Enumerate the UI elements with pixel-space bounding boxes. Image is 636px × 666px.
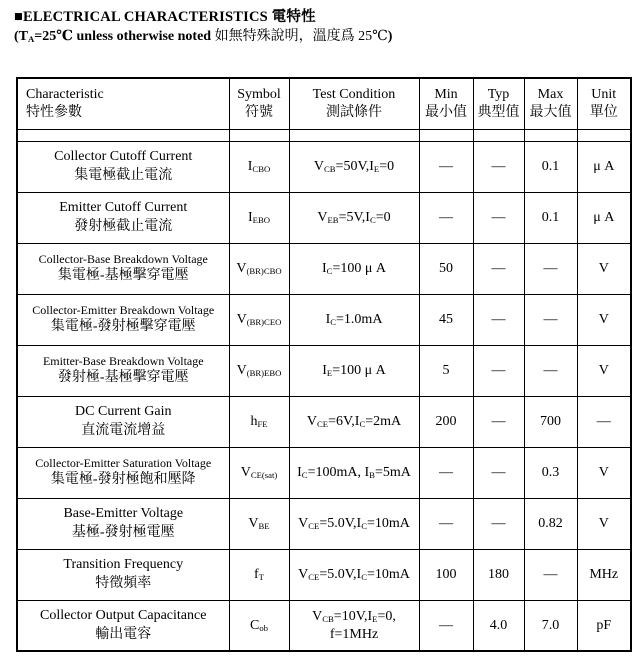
characteristic-cell: Collector-Base Breakdown Voltage 集電極-基極擊穿電壓 [17,243,229,294]
unit-cell: V [577,447,631,498]
characteristic-cell: Collector Cutoff Current 集電極截止電流 [17,141,229,192]
column-header-test-condition: Test Condition 測試條件 [289,78,419,129]
condition-english: ($T_A=25℃$ unless otherwise noted [14,29,212,45]
typ-value-cell: — [473,192,524,243]
characteristic-cell: Collector-Emitter Breakdown Voltage 集電極-發射極擊穿電壓 [17,294,229,345]
temperature-condition [14,28,636,46]
min-value-cell: — [419,447,473,498]
unit-cell: V [577,294,631,345]
spacer-cell-max [524,129,577,141]
characteristic-cell: Collector-Emitter Saturation Voltage 集電極-發射極飽和壓降 [17,447,229,498]
symbol-cell: $f_T$ [229,549,289,600]
symbol-cell: $I_{EBO}$ [229,192,289,243]
unit-cell: V [577,243,631,294]
min-value-cell: 50 [419,243,473,294]
test-condition-cell: $V_{CE}=5.0V,I_C=10mA$ [289,549,419,600]
symbol-cell: $I_{CBO}$ [229,141,289,192]
condition-close-paren: ) [387,29,393,45]
column-header-symbol: Symbol 符號 [229,78,289,129]
test-condition-cell: $V_{CE}=5.0V,I_C=10mA$ [289,498,419,549]
typ-value-cell: — [473,345,524,396]
characteristic-cell: Emitter Cutoff Current 發射極截止電流 [17,192,229,243]
typ-value-cell: — [473,294,524,345]
typ-value-cell: 4.0 [473,600,524,651]
max-value-cell: — [524,243,577,294]
header-spacer-row [17,129,631,141]
max-value-cell: — [524,549,577,600]
max-value-cell: — [524,345,577,396]
symbol-cell: $V_{BE}$ [229,498,289,549]
min-value-cell: 200 [419,396,473,447]
unit-cell: MHz [577,549,631,600]
min-value-cell: 45 [419,294,473,345]
characteristic-cell: Transition Frequency 特徵頻率 [17,549,229,600]
unit-cell: pF [577,600,631,651]
section-title: ■ELECTRICAL CHARACTERISTICS 電特性 [14,9,316,25]
test-condition-cell: $V_{EB}=5V,I_C=0$ [289,192,419,243]
min-value-cell: 5 [419,345,473,396]
table-row [17,600,631,651]
min-value-cell: — [419,600,473,651]
typ-value-cell: — [473,447,524,498]
characteristic-cell: Collector Output Capacitance 輸出電容 [17,600,229,651]
test-condition-cell: $I_C=100$ μ A [289,243,419,294]
characteristic-cell: Base-Emitter Voltage 基極-發射極電壓 [17,498,229,549]
characteristic-cell: DC Current Gain 直流電流增益 [17,396,229,447]
test-condition-cell: $I_E=100$ μ A [289,345,419,396]
column-header-unit: Unit 單位 [577,78,631,129]
min-value-cell: — [419,498,473,549]
max-value-cell: 0.1 [524,192,577,243]
min-value-cell: — [419,141,473,192]
symbol-cell: $h_{FE}$ [229,396,289,447]
spacer-cell-characteristic [17,129,229,141]
symbol-cell: $V_{(BR)CEO}$ [229,294,289,345]
symbol-cell: $C_{ob}$ [229,600,289,651]
spacer-cell-min [419,129,473,141]
table-row [17,549,631,600]
typ-value-cell: 180 [473,549,524,600]
spacer-cell-symbol [229,129,289,141]
typ-value-cell: — [473,141,524,192]
table-row [17,396,631,447]
max-value-cell: 700 [524,396,577,447]
table-row [17,447,631,498]
condition-chinese: 如無特殊說明，溫度爲 25℃ [211,29,388,45]
spacer-cell-typ [473,129,524,141]
title-block [14,8,636,46]
test-condition-cell: $I_C=1.0mA$ [289,294,419,345]
table-row [17,141,631,192]
spacer-cell-unit [577,129,631,141]
column-header-typ: Typ 典型值 [473,78,524,129]
max-value-cell: 0.1 [524,141,577,192]
column-header-characteristic: Characteristic 特性參數 [17,78,229,129]
typ-value-cell: — [473,243,524,294]
characteristic-cell: Emitter-Base Breakdown Voltage 發射極-基極擊穿電壓 [17,345,229,396]
symbol-cell: $V_{(BR)EBO}$ [229,345,289,396]
unit-cell: — [577,396,631,447]
min-value-cell: 100 [419,549,473,600]
test-condition-cell: $V_{CB}=10V,I_E=0$, f=1MHz [289,600,419,651]
table-row [17,294,631,345]
column-header-min: Min 最小值 [419,78,473,129]
symbol-cell: $V_{CE(sat)}$ [229,447,289,498]
test-condition-cell: $I_C=100mA$, $I_B=5mA$ [289,447,419,498]
unit-cell: V [577,498,631,549]
max-value-cell: 7.0 [524,600,577,651]
test-condition-cell: $V_{CE}=6V,I_C=2mA$ [289,396,419,447]
symbol-cell: $V_{(BR)CBO}$ [229,243,289,294]
test-condition-cell: $V_{CB}=50V,I_E=0$ [289,141,419,192]
min-value-cell: — [419,192,473,243]
typ-value-cell: — [473,396,524,447]
unit-cell: μ A [577,192,631,243]
table-row [17,498,631,549]
unit-cell: μ A [577,141,631,192]
unit-cell: V [577,345,631,396]
max-value-cell: — [524,294,577,345]
max-value-cell: 0.82 [524,498,577,549]
table-row [17,243,631,294]
electrical-characteristics-table [16,77,632,652]
typ-value-cell: — [473,498,524,549]
column-header-max: Max 最大值 [524,78,577,129]
table-row [17,192,631,243]
spacer-cell-test-condition [289,129,419,141]
table-header-row [17,78,631,129]
max-value-cell: 0.3 [524,447,577,498]
table-row [17,345,631,396]
